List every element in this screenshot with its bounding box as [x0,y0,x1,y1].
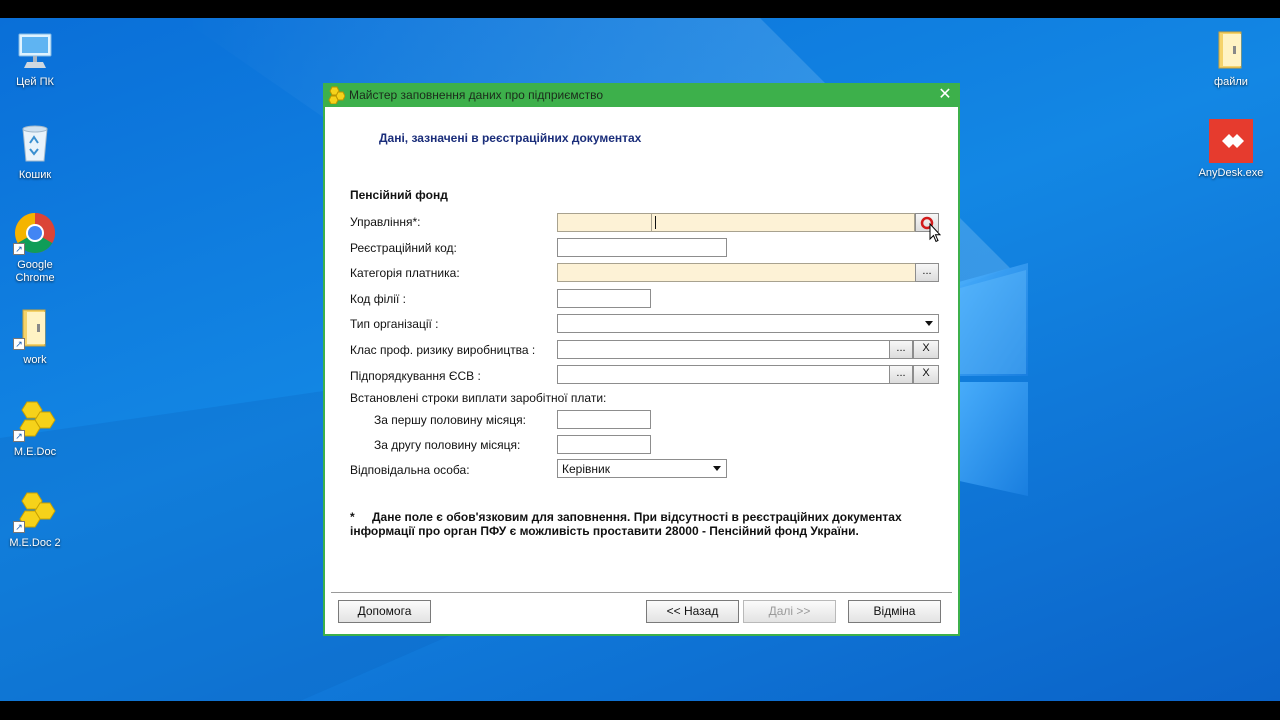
desktop-icon-this-pc[interactable] [0,28,71,89]
desktop-icon-label: файли [1214,76,1248,88]
wizard-dialog [323,83,960,636]
required-field-note [350,510,950,538]
upravlinnia-label: Управління*: [350,215,421,229]
folder-icon [1209,28,1253,72]
desktop-icon-anydesk[interactable] [1195,119,1267,180]
stroky-label: Встановлені строки виплати заробітної плати: [350,391,607,405]
note-asterisk: * [350,510,355,524]
dialog-body [325,107,958,634]
chrome-icon [13,211,57,255]
pidporiadkuvannia-label: Підпорядкування ЄСВ : [350,369,481,383]
video-letterbox-bottom [0,701,1280,720]
persha-input[interactable] [557,410,651,429]
chevron-down-icon [925,321,933,326]
desktop-icon-recycle-bin[interactable] [0,121,71,182]
kategoria-input[interactable] [557,263,916,282]
mouse-pointer-icon [929,223,941,243]
close-icon: ✕ [938,86,952,103]
shortcut-arrow-icon: ↗ [13,338,25,350]
desktop-icon-work[interactable] [0,306,71,367]
desktop-icon-chrome[interactable] [0,211,71,285]
medoc-icon [327,86,345,104]
medoc-icon [13,398,57,442]
typ-org-select[interactable] [557,314,939,333]
desktop-icon-label: Google Chrome [15,259,55,284]
anydesk-icon [1209,119,1253,163]
desktop-icon-label: Цей ПК [16,76,54,88]
kategoria-browse-button[interactable]: ... [915,263,939,282]
klas-ryzyku-browse-button[interactable]: ... [889,340,913,359]
desktop-icon-files[interactable] [1195,28,1267,89]
dialog-title: Майстер заповнення даних про підприємство [349,88,604,102]
shortcut-arrow-icon: ↗ [13,243,25,255]
pidporiadkuvannia-clear-button[interactable]: X [913,365,939,384]
close-button[interactable] [934,85,956,105]
reg-code-input[interactable] [557,238,727,257]
text-caret [655,216,656,229]
pidporiadkuvannia-input[interactable] [557,365,890,384]
desktop-icon-label: work [23,354,47,366]
desktop-icon-label: AnyDesk.exe [1198,167,1264,179]
druha-label: За другу половину місяця: [374,438,521,452]
computer-icon [13,28,57,72]
vidpovidalna-select[interactable] [557,459,727,478]
kod-filii-label: Код філії : [350,292,406,306]
klas-ryzyku-label: Клас проф. ризику виробництва : [350,343,536,357]
folder-icon [13,306,57,350]
upravlinnia-name-input[interactable] [651,213,915,232]
section-title: Пенсійний фонд [350,188,448,202]
back-button[interactable]: << Назад [646,600,739,623]
kategoria-label: Категорія платника: [350,266,460,280]
video-letterbox-top [0,0,1280,18]
shortcut-arrow-icon: ↗ [13,430,25,442]
pidporiadkuvannia-browse-button[interactable]: ... [889,365,913,384]
kod-filii-input[interactable] [557,289,651,308]
desktop-icon-medoc-2[interactable] [0,489,71,550]
vidpovidalna-label: Відповідальна особа: [350,463,470,477]
cancel-button[interactable]: Відміна [848,600,941,623]
help-button[interactable]: Допомога [338,600,431,623]
chevron-down-icon [713,466,721,471]
desktop [0,18,1280,701]
note-line-1: Дане поле є обов'язковим для заповнення. При відсутності в реєстраційних документах [372,510,902,524]
desktop-icon-label: M.E.Doc 2 [9,537,61,549]
upravlinnia-code-input[interactable] [557,213,652,232]
desktop-icon-label: M.E.Doc [13,446,57,458]
shortcut-arrow-icon: ↗ [13,521,25,533]
button-separator [331,592,952,593]
druha-input[interactable] [557,435,651,454]
wizard-step-header: Дані, зазначені в реєстраційних документах [379,131,642,145]
next-button[interactable]: Далі >> [743,600,836,623]
reg-code-label: Реєстраційний код: [350,241,457,255]
medoc-icon [13,489,57,533]
typ-org-label: Тип організації : [350,317,439,331]
recycle-bin-icon [13,121,57,165]
klas-ryzyku-clear-button[interactable]: X [913,340,939,359]
persha-label: За першу половину місяця: [374,413,526,427]
dialog-titlebar[interactable] [325,83,958,107]
vidpovidalna-value: Керівник [562,462,610,476]
desktop-icon-medoc[interactable] [0,398,71,459]
note-line-2: інформації про орган ПФУ є можливість проставити 28000 - Пенсійний фонд України. [350,524,859,538]
desktop-icon-label: Кошик [18,169,52,181]
klas-ryzyku-input[interactable] [557,340,890,359]
